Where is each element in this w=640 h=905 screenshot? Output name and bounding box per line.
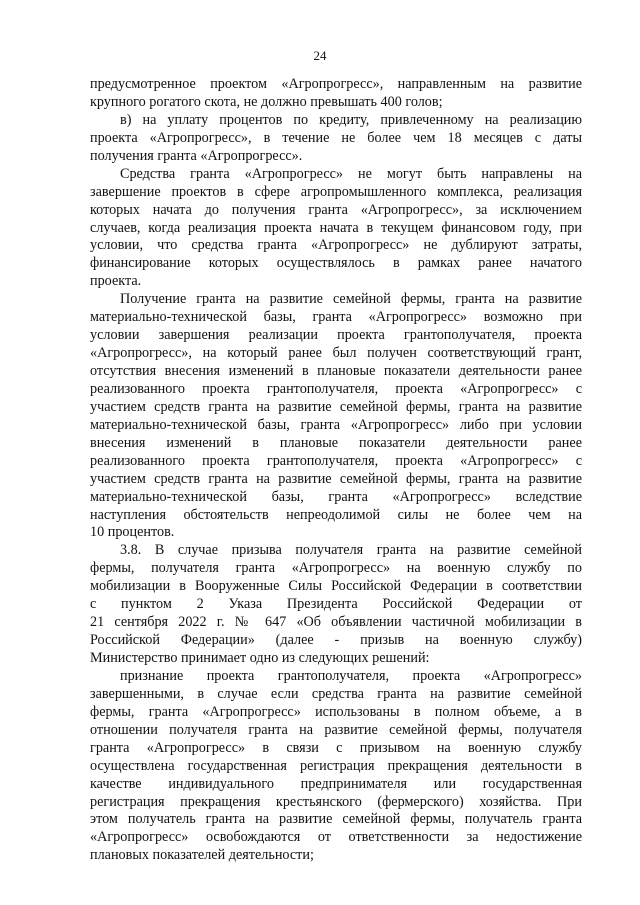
text-line: качестве индивидуального предпринимателя или государственная bbox=[90, 775, 582, 792]
document-body bbox=[90, 76, 582, 865]
text-line: крупного рогатого скота, не должно превышать 400 голов; bbox=[90, 93, 443, 110]
text-line: участием средств гранта на развитие семейной фермы, гранта на развитие bbox=[90, 470, 582, 487]
text-line: регистрация прекращения крестьянского (фермерского) хозяйства. При bbox=[90, 793, 582, 810]
text-line: финансирование которых осуществлялось в рамках ранее начатого bbox=[90, 255, 582, 272]
text-line: материально-технической базы, гранта «Агропрогресс» вследствие bbox=[90, 488, 582, 505]
text-line: отсутствия внесения изменений в плановые показатели деятельности ранее bbox=[90, 363, 582, 379]
text-line: в) на уплату процентов по кредиту, привлеченному на реализацию bbox=[120, 111, 582, 128]
text-line: гранта «Агропрогресс» в связи с призывом на военную службу bbox=[90, 739, 582, 756]
text-line: 3.8. В случае призыва получателя гранта на развитие семейной bbox=[120, 542, 582, 559]
text-line: предусмотренное проектом «Агропрогресс», направленным на развитие bbox=[90, 76, 582, 92]
text-line: признание проекта грантополучателя, проекта «Агропрогресс» bbox=[120, 667, 582, 684]
text-line: реализованного проекта грантополучателя, проекта «Агропрогресс» с bbox=[90, 380, 582, 397]
text-line: случаев, когда реализация проекта начата в текущем финансовом году, при bbox=[90, 219, 582, 236]
text-line: «Агропрогресс», на который ранее был получен соответствующий грант, bbox=[90, 345, 582, 362]
text-line: фермы, гранта «Агропрогресс» использованы в полном объеме, а в bbox=[90, 703, 582, 720]
text-line: фермы, получателя гранта «Агропрогресс» на военную службу по bbox=[90, 560, 582, 577]
text-line: с пунктом 2 Указа Президента Российской Федерации от bbox=[90, 596, 582, 613]
text-line: участием средств гранта на развитие семейной фермы, гранта на развитие bbox=[90, 398, 582, 415]
text-line: внесения изменений в плановые показатели деятельности ранее bbox=[90, 434, 582, 451]
text-line: «Агропрогресс» освобождаются от ответственности за недостижение bbox=[90, 829, 582, 846]
text-line: плановых показателей деятельности; bbox=[90, 847, 314, 864]
text-line: которых начата до получения гранта «Агропрогресс», за исключением bbox=[90, 201, 582, 218]
text-line: условии, что средства гранта «Агропрогресс» не дублируют затраты, bbox=[90, 237, 582, 254]
text-line: 21 сентября 2022 г. № 647 «Об объявлении частичной мобилизации в bbox=[90, 614, 582, 631]
text-line: осуществлена государственная регистрация прекращения деятельности в bbox=[90, 757, 582, 774]
text-line: наступления обстоятельств непреодолимой силы не более чем на bbox=[90, 506, 582, 523]
text-line: Министерство принимает одно из следующих решений: bbox=[90, 650, 430, 666]
text-line: Получение гранта на развитие семейной фермы, гранта на развитие bbox=[120, 291, 582, 308]
text-line: завершенными, в случае если средства гранта на развитие семейной bbox=[90, 685, 582, 702]
text-line: 10 процентов. bbox=[90, 524, 175, 541]
page-number: 24 bbox=[313, 48, 327, 63]
text-line: условии завершения реализации проекта грантополучателя, проекта bbox=[90, 327, 582, 344]
text-line: Средства гранта «Агропрогресс» не могут быть направлены на bbox=[120, 165, 582, 182]
text-line: получения гранта «Агропрогресс». bbox=[90, 147, 303, 164]
text-line: материально-технической базы, гранта «Агропрогресс» возможно при bbox=[90, 309, 582, 326]
text-line: проекта. bbox=[90, 273, 142, 290]
text-line: Российской Федерации» (далее - призыв на военную службу) bbox=[90, 632, 582, 649]
text-line: реализованного проекта грантополучателя, проекта «Агропрогресс» с bbox=[90, 452, 582, 469]
text-line: завершение проектов в сфере агропромышленного комплекса, реализация bbox=[90, 183, 582, 200]
text-line: отношении получателя гранта на развитие семейной фермы, получателя bbox=[90, 721, 582, 738]
text-line: мобилизации в Вооруженные Силы Российской Федерации в соответствии bbox=[90, 578, 582, 595]
text-line: проекта «Агропрогресс», в течение не более чем 18 месяцев с даты bbox=[90, 129, 582, 146]
text-line: этом получатель гранта на развитие семейной фермы, получатель гранта bbox=[90, 811, 582, 828]
text-line: материально-технической базы, гранта «Агропрогресс» либо при условии bbox=[90, 416, 582, 433]
